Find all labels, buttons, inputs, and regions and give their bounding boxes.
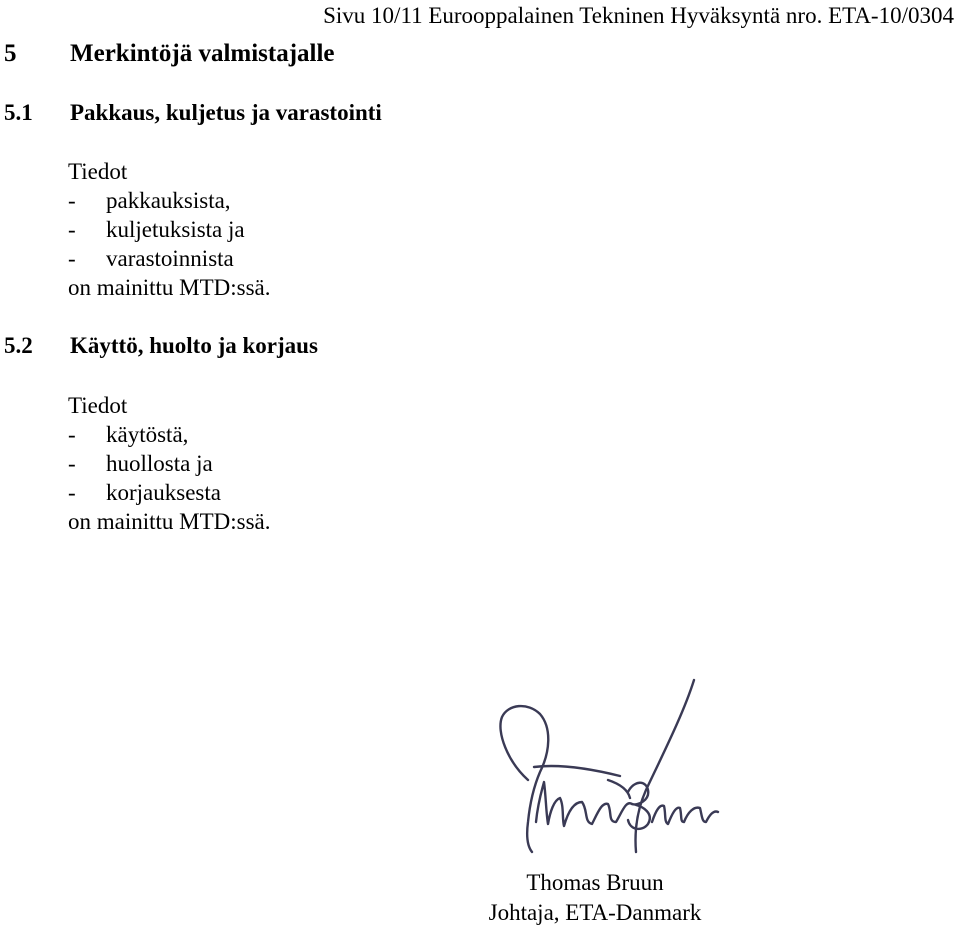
section-5-1-body	[68, 157, 271, 302]
list-dash: -	[68, 188, 76, 213]
list-item	[68, 478, 271, 507]
section-title: Merkintöjä valmistajalle	[70, 40, 335, 67]
signatory-name: Thomas Bruun	[526, 870, 664, 895]
list-item-text: korjauksesta	[106, 480, 221, 505]
section-heading-5-1	[4, 100, 382, 126]
list-item	[68, 449, 271, 478]
closing-text: on mainittu MTD:ssä.	[68, 275, 271, 300]
list-item-text: kuljetuksista ja	[106, 217, 245, 242]
intro-text: Tiedot	[68, 393, 128, 418]
handwritten-signature	[488, 672, 720, 866]
signatory-role: Johtaja, ETA-Danmark	[488, 900, 702, 925]
signatory-block	[472, 868, 718, 928]
list-dash: -	[68, 246, 76, 271]
section-title: Käyttö, huolto ja korjaus	[70, 333, 318, 358]
list-item-text: käytöstä,	[106, 422, 189, 447]
list-item	[68, 244, 271, 273]
section-5-2-body	[68, 391, 271, 536]
intro-text: Tiedot	[68, 159, 128, 184]
list-item-text: huollosta ja	[106, 451, 213, 476]
list-item-text: varastoinnista	[106, 246, 234, 271]
list-item-text: pakkauksista,	[106, 188, 231, 213]
list-dash: -	[68, 480, 76, 505]
signature-icon	[488, 672, 720, 866]
list-dash: -	[68, 217, 76, 242]
section-heading-5	[4, 40, 335, 68]
list-dash: -	[68, 422, 76, 447]
section-number: 5.1	[4, 100, 33, 125]
list-dash: -	[68, 451, 76, 476]
page-header: Sivu 10/11 Eurooppalainen Tekninen Hyväksyntä nro. ETA-10/0304	[323, 3, 954, 28]
list-item	[68, 420, 271, 449]
list-item	[68, 186, 271, 215]
section-title: Pakkaus, kuljetus ja varastointi	[70, 100, 382, 125]
list-item	[68, 215, 271, 244]
section-heading-5-2	[4, 333, 318, 359]
section-number: 5.2	[4, 333, 33, 358]
closing-text: on mainittu MTD:ssä.	[68, 509, 271, 534]
section-number: 5	[4, 40, 17, 67]
